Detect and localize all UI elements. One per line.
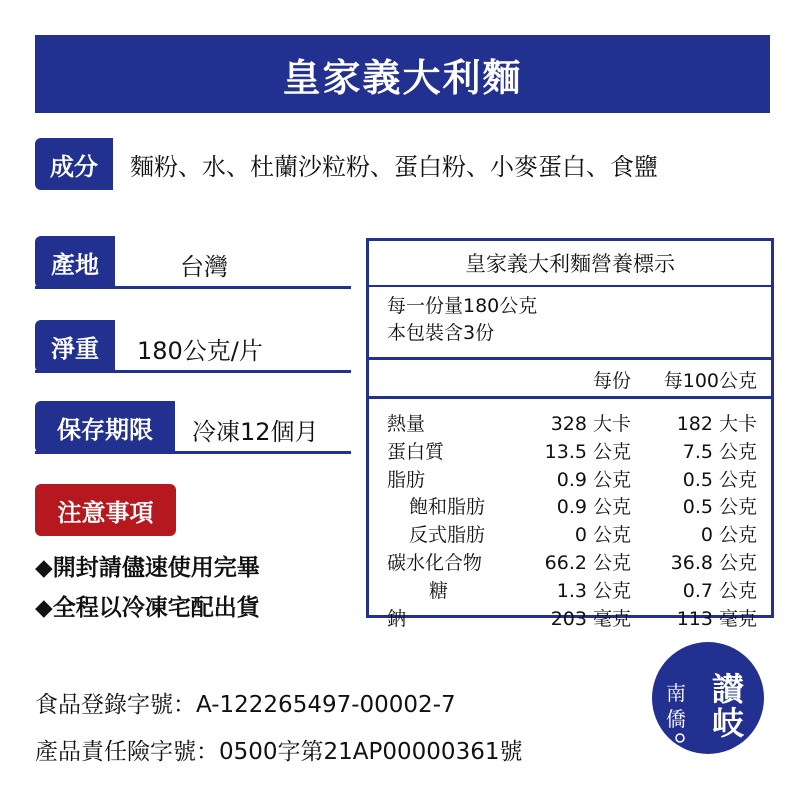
- nutrition-row: [369, 574, 771, 602]
- insurance-number: 產品責任險字號：0500字第21AP00000361號: [35, 739, 523, 765]
- per-100g-value: 0.5 公克: [682, 496, 757, 519]
- per-serving-value: 1.3 公克: [556, 579, 631, 602]
- page-title: 皇家義大利麵: [35, 35, 770, 113]
- col-per-serving: 每份: [592, 370, 631, 392]
- notice-label: 注意事項: [35, 484, 176, 536]
- logo-side-top: 南: [666, 681, 686, 705]
- brand-logo: [652, 642, 764, 754]
- per-serving-value: 203 毫克: [550, 607, 631, 630]
- per-100g-value: 113 毫克: [676, 607, 757, 630]
- nutrient-name: 蛋白質: [387, 440, 445, 463]
- ingredients-value: 麵粉、水、杜蘭沙粒粉、蛋白粉、小麥蛋白、食鹽: [130, 152, 658, 181]
- logo-ornament: [676, 734, 684, 742]
- col-per-100g: 每100公克: [663, 370, 757, 392]
- nutrient-name: 碳水化合物: [387, 551, 483, 574]
- logo-main-bottom: 岐: [712, 704, 745, 742]
- per-serving-value: 0 公克: [574, 524, 631, 547]
- brand-logo-graphic: [652, 642, 764, 754]
- nutrition-table: [366, 238, 774, 630]
- serving-info: [369, 287, 771, 360]
- nutrition-row: [369, 546, 771, 574]
- per-serving-value: 0.9 公克: [556, 468, 631, 491]
- shelf-life-value: 冷凍12個月: [192, 417, 319, 446]
- per-100g-value: 182 大卡: [676, 413, 757, 435]
- origin-label: 產地: [35, 236, 115, 288]
- origin-underline: [35, 286, 351, 289]
- net-weight-underline: [35, 370, 351, 373]
- logo-main-top: 讃: [712, 670, 745, 708]
- per-serving-value: 66.2 公克: [544, 551, 631, 574]
- per-100g-value: 0.7 公克: [682, 579, 757, 602]
- ingredients-label: 成分: [35, 138, 113, 190]
- nutrient-name: 鈉: [387, 607, 407, 630]
- per-serving-value: 13.5 公克: [544, 440, 631, 463]
- nutrient-name: 脂肪: [387, 468, 426, 491]
- nutrition-row: [369, 463, 771, 491]
- serving-size: 每一份量180公克: [387, 295, 538, 317]
- nutrition-header: [369, 360, 771, 399]
- origin-value: 台灣: [180, 252, 228, 281]
- logo-side-bottom: 僑: [666, 707, 686, 731]
- per-100g-value: 36.8 公克: [670, 551, 757, 574]
- nutrient-name: 糖: [429, 579, 449, 602]
- nutrient-name: 飽和脂肪: [409, 496, 486, 519]
- per-serving-value: 328 大卡: [550, 413, 631, 435]
- servings-per-pack: 本包裝含3份: [387, 322, 495, 344]
- net-weight-value: 180公克/片: [137, 336, 263, 365]
- nutrition-title: 皇家義大利麵營養標示: [369, 241, 771, 287]
- nutrient-name: 反式脂肪: [409, 524, 486, 547]
- per-100g-value: 0 公克: [700, 524, 757, 547]
- registration-number: 食品登錄字號：A-122265497-00002-7: [35, 692, 456, 718]
- nutrient-name: 熱量: [387, 413, 426, 435]
- per-100g-value: 0.5 公克: [682, 468, 757, 491]
- nutrition-row: [369, 518, 771, 546]
- nutrition-rows: [369, 399, 771, 629]
- notice-item: ◆開封請儘速使用完畢: [35, 555, 260, 581]
- per-serving-value: 0.9 公克: [556, 496, 631, 519]
- per-100g-value: 7.5 公克: [682, 440, 757, 463]
- nutrition-row: [369, 490, 771, 518]
- shelf-life-label: 保存期限: [35, 401, 175, 453]
- nutrition-row: [369, 602, 771, 630]
- notice-item: ◆全程以冷凍宅配出貨: [35, 595, 260, 621]
- nutrition-row: [369, 407, 771, 435]
- net-weight-label: 淨重: [35, 320, 115, 372]
- nutrition-row: [369, 435, 771, 463]
- shelf-life-underline: [35, 451, 351, 454]
